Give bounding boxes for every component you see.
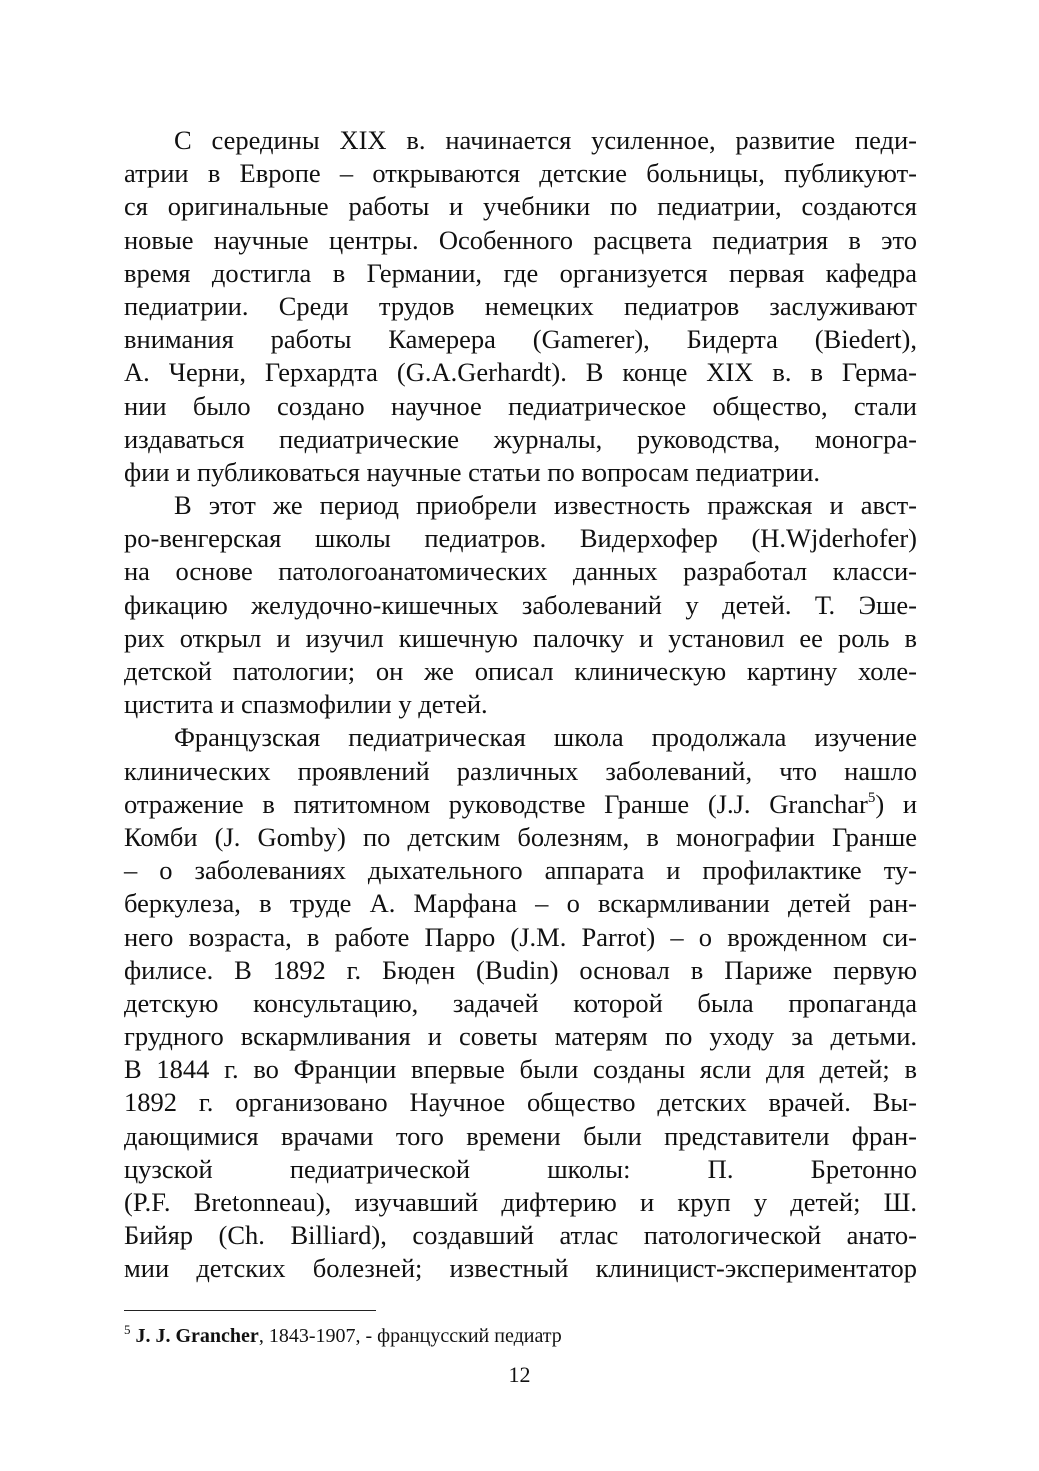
text-line: В этот же период приобрели известность пражская и авст- bbox=[174, 490, 917, 521]
page-number: 12 bbox=[508, 1362, 531, 1387]
footnote-name: J. J. Grancher bbox=[135, 1325, 259, 1347]
text-line: рих открыл и изучил кишечную палочку и установил ее роль в bbox=[124, 622, 917, 653]
text-line: ся оригинальные работы и учебники по педиатрии, создаются bbox=[124, 191, 917, 222]
text-line: на основе патологоанатомических данных разработал класси- bbox=[124, 556, 917, 587]
text-line: В 1844 г. во Франции впервые были созданы ясли для детей; в bbox=[124, 1054, 917, 1085]
footnote bbox=[124, 1323, 562, 1349]
paragraph-2 bbox=[124, 489, 917, 721]
text-line: Французская педиатрическая школа продолжала изучение bbox=[174, 722, 917, 753]
text-line: Комби (J. Gomby) по детским болезням, в монографии Гранше bbox=[124, 821, 917, 852]
text-line: – о заболеваниях дыхательного аппарата и профилактике ту- bbox=[124, 855, 917, 886]
text-line: Бийяр (Ch. Billiard), создавший атлас патологической анато- bbox=[124, 1220, 917, 1251]
text-line: дающимися врачами того времени были представители фран- bbox=[124, 1120, 917, 1151]
text-line: мии детских болезней; известный клиницист-экспериментатор bbox=[124, 1253, 917, 1284]
footnote-reference: 5 bbox=[867, 789, 876, 806]
text-line: время достигла в Германии, где организуется первая кафедра bbox=[124, 257, 917, 288]
text-line: новые научные центры. Особенного расцвета педиатрия в это bbox=[124, 224, 917, 255]
text-line: педиатрии. Среди трудов немецких педиатров заслуживают bbox=[124, 290, 917, 321]
text-line: 1892 г. организовано Научное общество детских врачей. Вы- bbox=[124, 1087, 917, 1118]
text-line-part: ) и bbox=[875, 788, 917, 819]
text-line: детскую консультацию, задачей которой была пропаганда bbox=[124, 987, 917, 1018]
text-line: детской патологии; он же описал клиническую картину холе- bbox=[124, 656, 917, 686]
text-line: беркулеза, в труде А. Марфана – о вскармливании детей ран- bbox=[124, 888, 917, 919]
text-line: С середины XIX в. начинается усиленное, развитие педи- bbox=[174, 125, 917, 155]
footnote-marker: 5 bbox=[124, 1322, 131, 1337]
text-line bbox=[124, 788, 917, 821]
main-text bbox=[124, 124, 917, 1286]
text-line: клинических проявлений различных заболеваний, что нашло bbox=[124, 755, 917, 786]
text-line: цистита и спазмофилии у детей. bbox=[124, 689, 488, 720]
paragraph-1 bbox=[124, 124, 917, 489]
text-line: фии и публиковаться научные статьи по вопросам педиатрии. bbox=[124, 456, 821, 487]
text-line: грудного вскармливания и советы матерям по уходу за детьми. bbox=[124, 1021, 917, 1052]
text-line: издаваться педиатрические журналы, руководства, моногра- bbox=[124, 423, 917, 454]
text-line: ро-венгерская школы педиатров. Видерхофер (H.Wjderhofer) bbox=[124, 523, 917, 554]
text-line: него возраста, в работе Парро (J.M. Parrot) – о врожденном си- bbox=[124, 921, 917, 952]
text-line: филисе. В 1892 г. Бюден (Budin) основал в Париже первую bbox=[124, 954, 917, 985]
text-line: нии было создано научное педиатрическое общество, стали bbox=[124, 390, 917, 421]
text-line-part: отражение в пятитомном руководстве Гранше (J.J. Granchar bbox=[124, 788, 868, 819]
footnote-divider bbox=[124, 1310, 376, 1311]
text-line: внимания работы Камерера (Gamerer), Бидерта (Biedert), bbox=[124, 324, 917, 355]
text-line: цузской педиатрической школы: П. Бретонно bbox=[124, 1153, 917, 1184]
text-line: атрии в Европе – открываются детские больницы, публикуют- bbox=[124, 158, 917, 189]
paragraph-3 bbox=[124, 721, 917, 1285]
text-line: (P.F. Bretonneau), изучавший дифтерию и круп у детей; Ш. bbox=[124, 1187, 917, 1217]
text-line: фикацию желудочно-кишечных заболеваний у детей. Т. Эше- bbox=[124, 589, 917, 620]
text-line: А. Черни, Герхардта (G.A.Gerhardt). В конце XIX в. в Герма- bbox=[124, 357, 917, 388]
footnote-text: , 1843-1907, - францусский педиатр bbox=[258, 1325, 562, 1347]
